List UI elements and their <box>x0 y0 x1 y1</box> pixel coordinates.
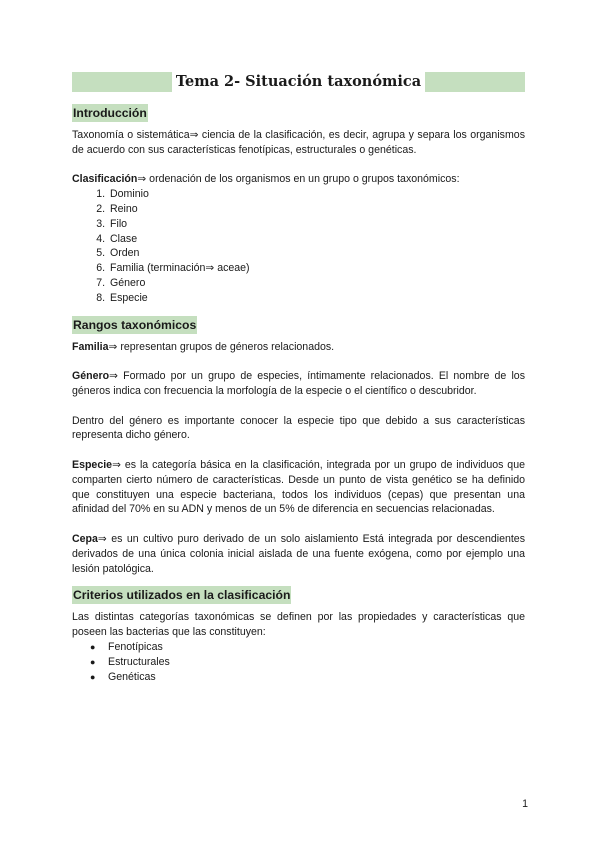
taxonomic-list <box>72 187 525 305</box>
list-item: 6. Familia (terminación⇒ aceae) <box>108 261 525 276</box>
bullet-icon: ● <box>90 641 96 652</box>
list-item: ● Estructurales <box>90 655 170 668</box>
especie-paragraph <box>72 458 525 517</box>
genero-text: ⇒ Formado por un grupo de especies, íntimamente relacionados. El nombre de los géneros indica con frecuencia la morfología de la especie o el científico o descubridor. <box>72 370 525 397</box>
genero-paragraph <box>72 369 525 399</box>
list-item: 7. Género <box>108 276 525 291</box>
title-bar <box>72 72 525 92</box>
list-item: 2. Reino <box>108 202 525 217</box>
heading-rangos: Rangos taxonómicos <box>73 317 197 332</box>
clasificacion-term: Clasificación <box>72 173 138 186</box>
bullet-icon: ● <box>90 656 96 667</box>
especie-term: Especie <box>72 458 113 471</box>
familia-term: Familia <box>72 340 109 353</box>
familia-text: ⇒ representan grupos de géneros relacionados. <box>108 340 335 353</box>
criterios-paragraph: Las distintas categorías taxonómicas se definen por las propiedades y características que poseen las bacterias que las constituyen: <box>72 611 525 639</box>
genero-term: Género <box>72 370 110 383</box>
list-item: 5. Orden <box>108 246 525 261</box>
genero-paragraph-2: Dentro del género es importante conocer la especie tipo que debido a sus características representa dicho género. <box>72 414 525 442</box>
list-item: 1. Dominio <box>108 187 525 202</box>
list-item: 8. Especie <box>108 291 525 306</box>
cepa-term: Cepa <box>72 532 98 545</box>
cepa-paragraph <box>72 532 525 576</box>
bullet-icon: ● <box>90 671 96 682</box>
list-item: ● Fenotípicas <box>90 640 163 653</box>
clasificacion-paragraph <box>72 172 525 187</box>
heading-introduccion: Introducción <box>73 106 147 120</box>
list-item: ● Genéticas <box>90 670 156 683</box>
familia-paragraph <box>72 340 525 355</box>
page-number: 1 <box>522 798 528 810</box>
clasificacion-text: ⇒ ordenación de los organismos en un grupo o grupos taxonómicos: <box>137 173 460 186</box>
list-item: 4. Clase <box>108 232 525 247</box>
page-title: Tema 2- Situación taxonómica <box>172 72 425 92</box>
criterios-list <box>72 640 525 684</box>
especie-text: ⇒ es la categoría básica en la clasificación, integrada por un grupo de individuos que comparten cierto número de características. Desde un punto de vista genético se ha definido que constituyen una especie bacteriana, todos los individuos (cepas) que presentan una afinidad del 70% en su ADN y menos de un 5% de diferencia en secuencias relacionadas. <box>72 458 525 516</box>
list-item: 3. Filo <box>108 217 525 232</box>
cepa-text: ⇒ es un cultivo puro derivado de un solo aislamiento Está integrada por descendientes derivados de una única colonia inicial aislada de una fuente exógena, como por ejemplo una lesión patológica. <box>72 532 525 575</box>
document-page <box>72 72 525 684</box>
intro-paragraph: Taxonomía o sistemática⇒ ciencia de la clasificación, es decir, agrupa y separa los organismos de acuerdo con sus características fenotípicas, estructurales o genéticas. <box>72 129 525 156</box>
heading-criterios: Criterios utilizados en la clasificación <box>73 588 291 603</box>
